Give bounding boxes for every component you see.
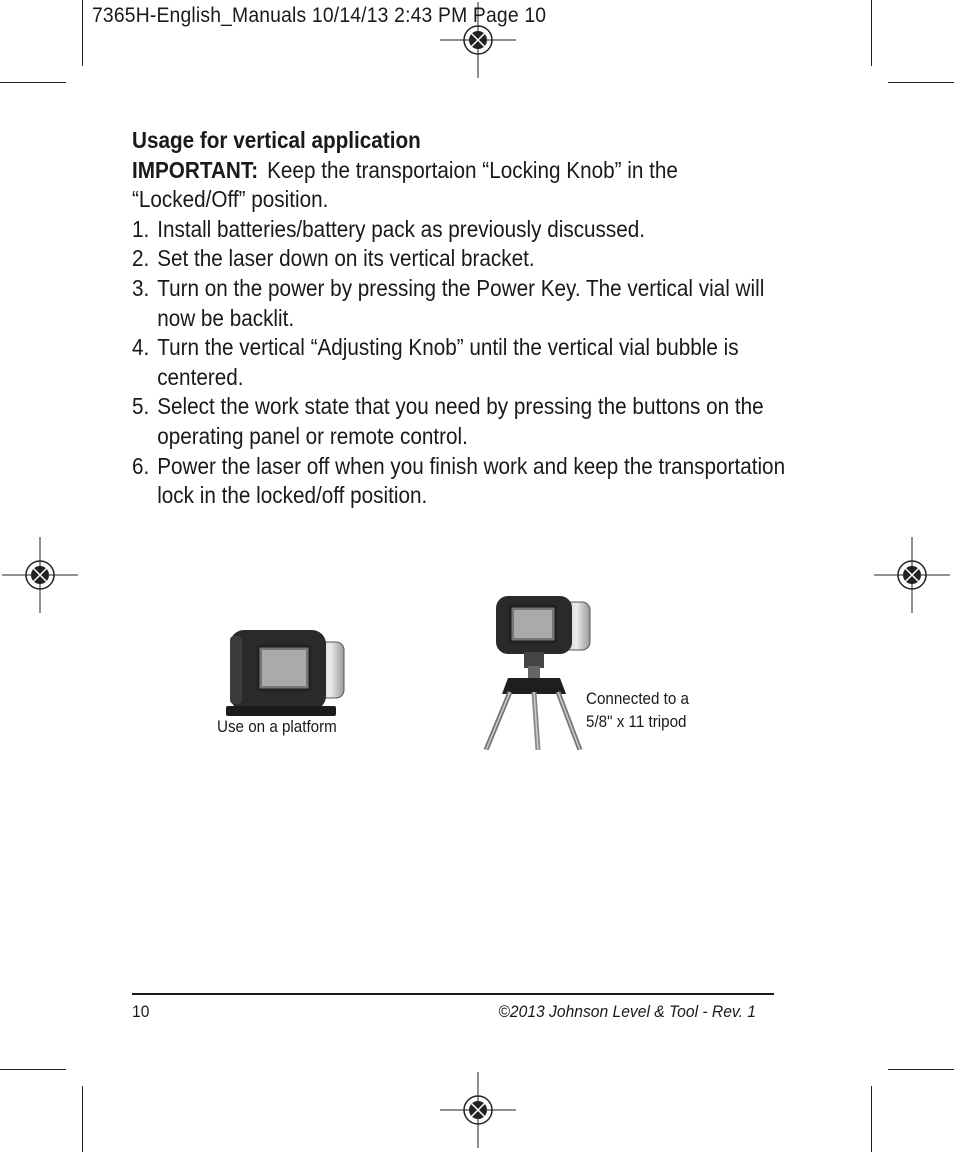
registration-mark-icon [2,537,78,613]
crop-mark [0,82,66,83]
step-number: 2. [132,245,150,272]
crop-mark [888,82,954,83]
step-text: Turn the vertical “Adjusting Knob” until the vertical vial bubble is centered. [157,334,739,390]
crop-mark [871,1086,872,1152]
step-number: 6. [132,452,150,479]
step-number: 5. [132,393,150,420]
important-text: Keep the transportaion “Locking Knob” in the “Locked/Off” position. [132,156,678,213]
slug-line: 7365H-English_Manuals 10/14/13 2:43 PM Page 10 [92,4,547,27]
footer-divider [132,993,774,995]
laser-tripod-photo [484,594,600,750]
laser-platform-photo [220,626,350,718]
crop-mark [82,1086,83,1152]
steps-list [132,215,791,511]
step-number: 3. [132,274,150,301]
important-label: IMPORTANT: [132,156,259,183]
important-note [132,156,791,215]
page-number: 10 [132,1002,150,1021]
crop-mark [871,0,872,66]
list-item [132,333,791,392]
usage-section [132,126,792,511]
crop-mark [888,1069,954,1070]
tripod-caption-line: Connected to a [586,690,689,708]
step-text: Set the laser down on its vertical bracket. [157,245,535,272]
list-item [132,392,791,451]
step-number: 1. [132,215,150,242]
tripod-caption-line: 5/8" x 11 tripod [586,713,687,731]
step-number: 4. [132,334,150,361]
section-heading: Usage for vertical application [132,127,421,153]
list-item [132,274,791,333]
crop-mark [82,0,83,66]
list-item [132,244,791,274]
list-item [132,215,791,245]
registration-mark-icon [440,2,516,78]
platform-caption: Use on a platform [217,718,337,736]
step-text: Install batteries/battery pack as previously discussed. [157,215,646,242]
step-text: Select the work state that you need by pressing the buttons on the operating panel or remote control. [157,393,764,449]
copyright-notice: ©2013 Johnson Level & Tool - Rev. 1 [498,1002,756,1021]
registration-mark-icon [874,537,950,613]
crop-mark [0,1069,66,1070]
list-item [132,452,791,511]
tripod-caption [586,688,689,734]
registration-mark-icon [440,1072,516,1148]
step-text: Turn on the power by pressing the Power Key. The vertical vial will now be backlit. [157,274,765,331]
step-text: Power the laser off when you finish work and keep the transportation lock in the locked/off position. [157,452,786,509]
